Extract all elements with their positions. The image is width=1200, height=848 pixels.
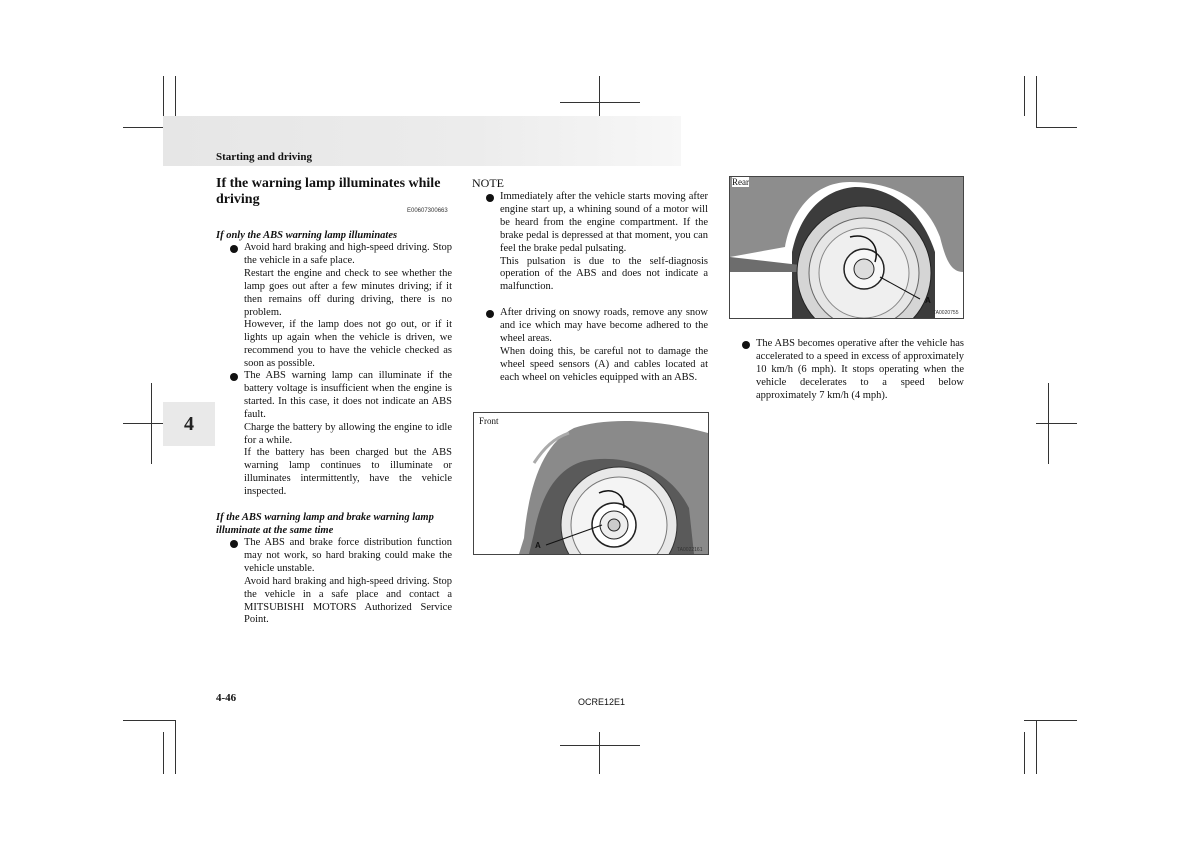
figure-code: TA0020755 xyxy=(933,310,959,316)
section-title: Starting and driving xyxy=(216,151,312,163)
paragraph: The ABS becomes operative after the vehicle has accelerated to a speed in excess of approximately 10 km/h (6 mph). It stops operating when the vehicle decelerates to a speed below approximately 7 km/h (4 mph). xyxy=(756,338,964,401)
bullet-icon xyxy=(486,310,494,318)
list-item xyxy=(230,537,452,632)
bullet-icon xyxy=(230,373,238,381)
bullet-icon xyxy=(486,194,494,202)
paragraph: Restart the engine and check to see whether the lamp goes out after a few minutes driving; if it then remains off during driving, there is no problem. xyxy=(244,267,452,318)
figure-front-wheel xyxy=(473,412,709,555)
list-item xyxy=(486,191,708,311)
figure-rear-wheel xyxy=(729,176,964,319)
paragraph: Avoid hard braking and high-speed driving. Stop the vehicle in a safe place. xyxy=(244,242,452,266)
note-label: NOTE xyxy=(472,176,504,190)
paragraph: Charge the battery by allowing the engine to idle for a while. xyxy=(244,421,452,446)
list-item xyxy=(742,338,964,408)
bullet-icon xyxy=(230,540,238,548)
list-item xyxy=(230,370,452,500)
paragraph: This pulsation is due to the self-diagnosis operation of the ABS and does not indicate a malfunction. xyxy=(500,255,708,293)
figure-label: Front xyxy=(479,416,499,426)
paragraph: If the battery has been charged but the ABS warning lamp continues to illuminate or illuminates intermittently, have the vehicle inspected. xyxy=(244,447,452,498)
paragraph: When doing this, be careful not to damage the wheel speed sensors (A) and cables located at each wheel on vehicles equipped with an ABS. xyxy=(500,345,708,383)
paragraph: The ABS and brake force distribution function may not work, so hard braking could make the vehicle unstable. xyxy=(244,537,452,574)
callout-a: A xyxy=(535,541,541,550)
bullet-icon xyxy=(230,245,238,253)
heading-code: E00607300663 xyxy=(407,208,448,214)
chapter-tab: 4 xyxy=(163,402,215,446)
figure-label: Rear xyxy=(732,177,749,187)
figure-code: TA0022161 xyxy=(677,547,703,553)
bullet-icon xyxy=(742,341,750,349)
page-heading: If the warning lamp illuminates while driving xyxy=(216,176,441,207)
front-wheel-illustration xyxy=(474,413,708,554)
subsection-title-abs-and-brake: If the ABS warning lamp and brake warning lamp illuminate at the same time xyxy=(216,512,434,536)
callout-a: A xyxy=(925,296,931,305)
page-number: 4-46 xyxy=(216,692,237,704)
paragraph: Immediately after the vehicle starts moving after engine start up, a whining sound of a motor will be heard from the engine compartment. If the brake pedal is depressed at that moment, you can feel the brake pedal pulsating. xyxy=(500,191,708,254)
list-item xyxy=(486,307,708,402)
document-code: OCRE12E1 xyxy=(578,697,626,707)
paragraph: After driving on snowy roads, remove any snow and ice which may have become adhered to the wheel areas. xyxy=(500,307,708,344)
paragraph: However, if the lamp does not go out, or if it lights up again when the vehicle is driven, we recommend you to have the vehicle checked as soon as possible. xyxy=(244,319,452,370)
paragraph: The ABS warning lamp can illuminate if the battery voltage is insufficient when the engine is started. In this case, it does not indicate an ABS fault. xyxy=(244,370,452,420)
subsection-title-abs-only: If only the ABS warning lamp illuminates xyxy=(216,230,398,241)
paragraph: Avoid hard braking and high-speed driving. Stop the vehicle in a safe place and contact a MITSUBISHI MOTORS Authorized Service Point. xyxy=(244,575,452,626)
list-item xyxy=(230,242,452,372)
